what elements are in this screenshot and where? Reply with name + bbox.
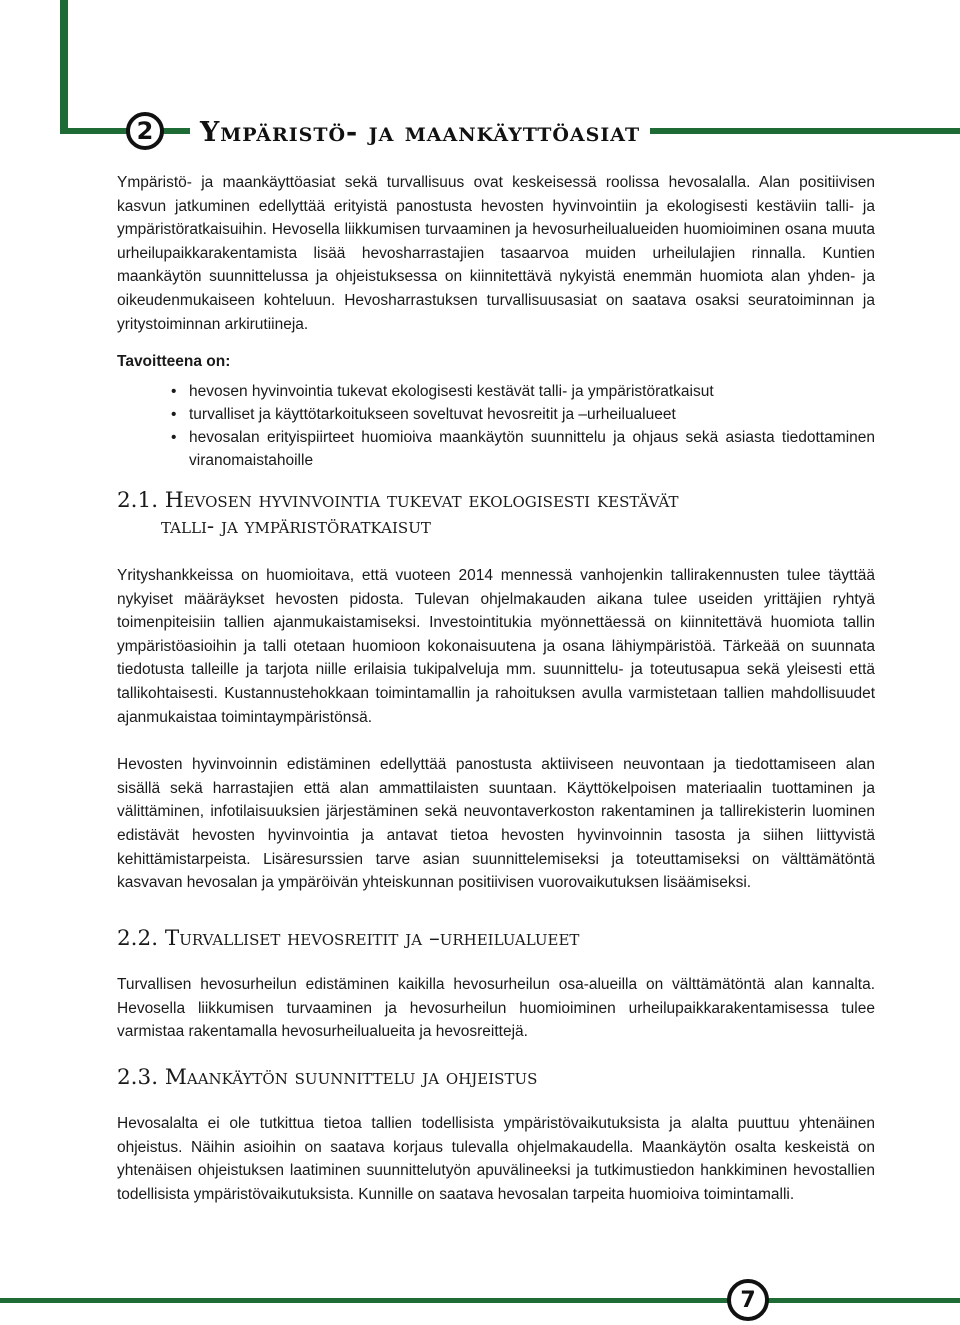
section-2-3 bbox=[117, 1065, 875, 1206]
section-2-2 bbox=[117, 926, 875, 1044]
footer-rule bbox=[0, 1298, 960, 1303]
goals-list bbox=[117, 380, 875, 472]
section-paragraph: Hevosalalta ei ole tutkittua tietoa tallien todellisista ympäristövaikutuksista ja alalta puuttuu yhtenäinen ohjeistus. Näihin asioihin on saatava korjaus tulevalla ohjelmakaudella. Maankäytön osalta keskeistä on yhtenäisen ohjeistuksen laatiminen suunnittelutyön apuvälineeksi ja tutkimustiedon hankkiminen hevostallien todellisista ympäristövaikutuksista. Kunnille on saatava hevosalan tarpeita huomioiva toimintamalli. bbox=[117, 1115, 875, 1203]
section-title: 2.2. Turvalliset hevosreitit ja –urheilualueet bbox=[117, 926, 580, 951]
chapter-title: Ympäristö- ja maankäyttöasiat bbox=[190, 113, 650, 153]
section-paragraph: Turvallisen hevosurheilun edistäminen kaikilla hevosurheilun osa-alueilla on välttämätöntä alan kannalta. Hevosella liikkumisen turvaaminen ja hevosurheilun huomioiminen urheilupaikkarakentamisessa tulee varmistaa rakentamalla hevosurheilualueita ja hevosreittejä. bbox=[117, 976, 875, 1041]
page-number-badge: 7 bbox=[727, 1279, 769, 1321]
goals-list-item: • turvalliset ja käyttötarkoitukseen soveltuvat hevosreitit ja –urheilualueet bbox=[171, 403, 875, 426]
goals-list-item: • hevosalan erityispiirteet huomioiva maankäytön suunnittelu ja ohjaus sekä asiasta tiedottaminen viranomaistahoille bbox=[171, 426, 875, 472]
intro-paragraph: Ympäristö- ja maankäyttöasiat sekä turvallisuus ovat keskeisessä roolissa hevosalalla. Alan positiivisen kasvun jatkuminen edellyttää erityistä panostusta hevosten hyvinvointiin ja ekologisesti kestäviin talli- ja ympäristöratkaisuihin. Hevosella liikkumisen turvaaminen ja hevosurheilualueiden huomioiminen osana muuta urheilupaikkarakentamista lisää hevosharrastajien tasaarvoa muiden urheilulajien rinnalla. Kuntien maankäytön suunnittelussa ja ohjeistuksessa on kiinnitettävä nykyistä enemmän huomiota alan yhden- ja oikeudenmukaiseen kohteluun. Hevosharrastuksen turvallisuusasiat on saatava osaksi seuratoiminnan ja yritystoiminnan arkirutiineja. bbox=[117, 174, 875, 333]
section-paragraph: Yrityshankkeissa on huomioitava, että vuoteen 2014 mennessä vanhojenkin tallirakennusten tulee täyttää nykyiset määräykset hevosten pidosta. Tulevan ohjelmakauden aikana tulee useiden yrittäjien ryhtyä toimenpiteisiin tallien ajanmukaistamiseksi. Investointitukia myönnettäessä on kiinnitettävä huomiota tallin ympäristöasioihin ja talli otetaan huomioon kokonaisuutena ja osana lähiympäristöä. Tärkeää on suunnata tiedotusta talleille ja tarjota niille erilaisia tukipalveluja mm. suunnittelu- ja toteutusapua sekä yleisesti että tallikohtaisesti. Kustannustehokkaan toimintamallin ja rahoituksen avulla varmistetaan tallien mahdollisuudet ajanmukaistaa toimintaympäristönsä. bbox=[117, 567, 875, 726]
section-paragraph: Hevosten hyvinvoinnin edistäminen edellyttää panostusta aktiiviseen neuvontaan ja tiedottamiseen alan sisällä sekä harrastajien että alan ammattilaisten suuntaan. Käyttökelpoisen materiaalin tuottaminen ja välittäminen, infotilaisuuksien järjestäminen sekä neuvontaverkoston rakentaminen ja tallirekisterin luominen edistävät hevosten hyvinvointia ja antavat tietoa hevosten hyvinvoinnin tasosta ja siihen liittyvistä kehittämistarpeista. Lisäresurssien tarve asian suunnittelemiseksi ja toteuttamiseksi on välttämätöntä kasvavan hevosalan ja ympäröivän yhteiskunnan positiivisen vuorovaikutuksen lisäämiseksi. bbox=[117, 756, 875, 892]
section-title-continued: talli- ja ympäristöratkaisut bbox=[161, 514, 431, 539]
section-2-1-body bbox=[117, 564, 875, 895]
section-2-1-heading bbox=[117, 488, 875, 540]
goals-heading: Tavoitteena on: bbox=[117, 353, 231, 370]
chapter-number-badge: 2 bbox=[126, 112, 164, 150]
goals-list-item: • hevosen hyvinvointia tukevat ekologisesti kestävät talli- ja ympäristöratkaisut bbox=[171, 380, 875, 403]
section-title: 2.3. Maankäytön suunnittelu ja ohjeistus bbox=[117, 1065, 538, 1090]
section-title: 2.1. Hevosen hyvinvointia tukevat ekologisesti kestävät bbox=[117, 488, 679, 513]
decorative-vertical-bar bbox=[60, 0, 68, 132]
goals-section bbox=[117, 350, 875, 472]
intro-section bbox=[117, 171, 875, 336]
